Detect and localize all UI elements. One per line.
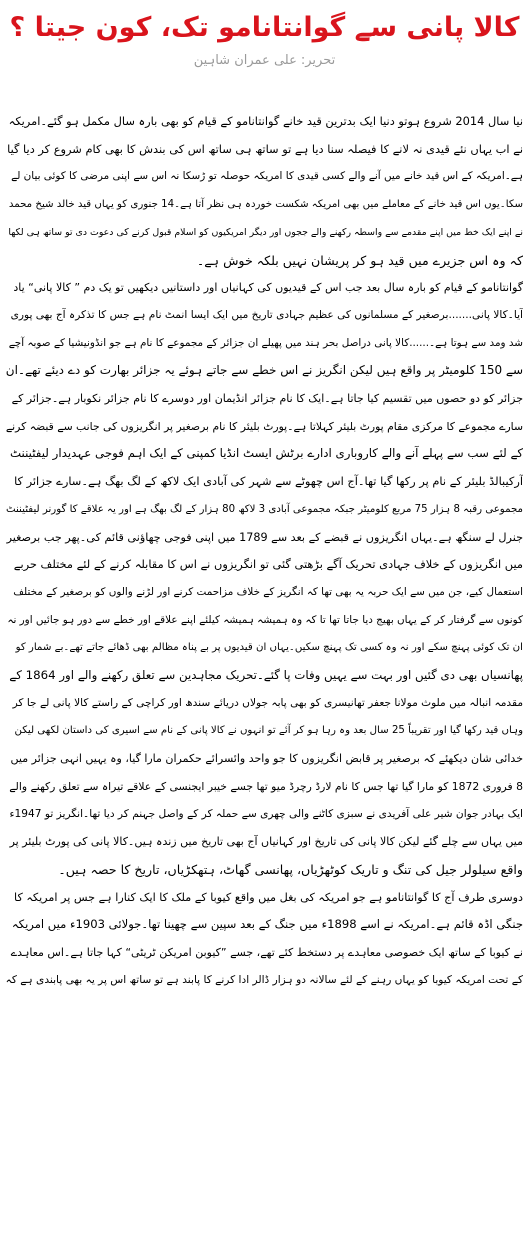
- article-paragraph: [6, 108, 523, 274]
- paragraph-line: دوسری طرف آج کا گوانتانامو ہے جو امریکہ کی بغل میں واقع کیوبا کے ملک کا ایک کنارا ہے جس پر امریکہ کا: [14, 890, 523, 904]
- paragraph-line: جزائر کو دو حصوں میں تقسیم کیا جاتا ہے۔ایک کا نام جزائر انڈیمان اور دوسرے کا نام جزائر نکوبار ہے۔جزائر کے: [11, 392, 523, 406]
- paragraph-line: شد ومد سے ہوتا ہے۔......کالا پانی دراصل بحر ہند میں پھیلے ان جزائر کے مجموعے کا نام ہے جو انڈونیشیا کے صوبہ آچے: [8, 336, 523, 349]
- article-byline: [6, 50, 523, 72]
- paragraph-line: کہ وہ اس جزیرے میں قید ہو کر پریشان نہیں بلکہ خوش ہے۔: [196, 252, 523, 268]
- paragraph-line: گوانتانامو کے قیام کو بارہ سال بعد جب اس کے قیدیوں کی کہانیاں اور داستانیں دیکھیں تو یک دم ” کالا پانی“ یاد: [13, 281, 523, 295]
- paragraph-line: سارے مجموعے کا مرکزی مقام پورٹ بلیئر کہلاتا ہے۔پورٹ بلیئر کا نام برصغیر پر انگریزوں کی جانب سے قبضہ کرنے: [6, 419, 523, 433]
- article-paragraph: [6, 884, 523, 995]
- author-name: علی عمران شاہین: [193, 53, 297, 68]
- paragraph-line: جنگی اڈہ قائم ہے۔امریکہ نے اسے 1898ء میں جنگ کے بعد سپین سے چھینا تھا۔جولائی 1903ء میں امریکہ: [11, 917, 523, 932]
- paragraph-line: استعمال کیے، جن میں سے ایک حربہ یہ بھی تھا کہ انگریز کے خلاف مزاحمت کرنے اور لڑنے والوں کو برصغیر کے مختلف: [13, 585, 523, 598]
- paragraph-line: کے لئے سب سے پہلے آنے والے کاروباری ادارے برٹش ایسٹ انڈیا کمپنی کے ایک اہم فوجی عہدیدار لیفٹیننٹ: [9, 446, 523, 461]
- paragraph-line: نیا سال 2014 شروع ہوتو دنیا ایک بدترین قید خانے گوانتانامو کے قیام کو بھی بارہ سال مکمل ہو گئے۔امریکہ: [8, 114, 523, 128]
- article-title: کالا پانی سے گوانتانامو تک، کون جیتا ؟: [9, 12, 520, 43]
- paragraph-line: نے کیوبا کے ساتھ ایک خصوصی معاہدے پر دستخط کئے تھے، جسے ”کیوبن امریکن ٹریٹی“ کہا جاتا ہے۔اس معاہدے: [10, 946, 523, 960]
- paragraph-line: 8 فروری 1872 کو مارا گیا تھا جس کا نام لارڈ رچرڈ میو تھا جسے خیبر ایجنسی کے علاقے تیراہ سے تعلق رکھنے والے: [9, 779, 523, 793]
- paragraph-line: سے 150 کلومیٹر پر واقع ہیں لیکن انگریز نے اس خطے سے جاتے ہوئے یہ جزائر بھارت کو دے دیئے تھے۔ان: [6, 363, 523, 378]
- byline-label: تحریر:: [300, 53, 336, 68]
- paragraph-line: کونوں سے گرفتار کر کے یہاں بھیج دیا جاتا تھا تا کہ وہ ہمیشہ ہمیشہ کیلئے اپنے علاقے اور خطے سے دور ہو جائیں اور نہ: [7, 613, 523, 626]
- paragraph-line: نے اپنے ایک خط میں اپنے مقدمے سے واسطہ رکھنے والے ججوں اور دیگر امریکیوں کو اسلام قبول کرنے کی دعوت دی تو ساتھ ہی لکھا: [8, 226, 523, 238]
- article-paragraph: [6, 274, 523, 883]
- paragraph-line: نے اب یہاں نئے قیدی نہ لانے کا فیصلہ سنا دیا ہے تو ساتھ ہی ساتھ اس کی بندش کا بھی کام شروع کر دیا گیا: [7, 141, 523, 156]
- paragraph-line: ہے۔امریکہ کے اس قید خانے میں آنے والے کسی قیدی کا امریکہ حوصلہ تو ڑسکا نہ اس سے اپنی مرضی کا کوئی بیان لے: [11, 170, 523, 183]
- paragraph-line: میں انگریزوں کے خلاف جہادی تحریک آگے بڑھتی گئی تو انگریزوں نے اس کا مقابلہ کرنے کے لئے مختلف حربے: [13, 557, 523, 572]
- paragraph-line: وہاں قید رکھا گیا اور تقریباً 25 سال بعد وہ رہا ہو کر آئے تو انہوں نے کالا پانی کے نام سے اسیری کی داستان لکھی لیکن: [14, 725, 523, 737]
- paragraph-line: آیا۔کالا پانی.......برصغیر کے مسلمانوں کی عظیم جہادی تاریخ میں ایک ایسا انمٹ نام ہے جس کا تذکرہ آج بھی پوری: [10, 308, 523, 321]
- paragraph-line: مجموعی رقبہ 8 ہزار 75 مربع کلومیٹر جبکہ مجموعی آبادی 3 لاکھ 80 ہزار کے لگ بھگ ہے اور یہ علاقے کا گورنر لیفٹیننٹ: [6, 503, 523, 515]
- paragraph-line: جنرل لے سنگھ ہے۔یہاں انگریزوں نے قبضے کے بعد سے 1789 میں اپنی فوجی چھاؤنی قائم کی۔پھر جب برصغیر: [6, 530, 523, 544]
- paragraph-line: ایک بہادر جوان شیر علی آفریدی نے سبزی کاٹنے والی چھری سے حملہ کر کے واصل جہنم کر دیا تھا۔انگریز تو 1947ء: [9, 807, 523, 820]
- paragraph-line: آرکیبالڈ بلیئر کے نام پر رکھا گیا تھا۔آج اس چھوٹے سے شہر کی آبادی ایک لاکھ کے لگ بھگ ہے۔سارے جزائر کا: [14, 474, 523, 489]
- paragraph-line: مقدمہ انبالہ میں ملوث مولانا جعفر تھانیسری کو بھی پابہ جولاں دریائے سندھ اور کراچی کے راستے کالا پانی لے جا کر: [12, 696, 523, 709]
- paragraph-line: کے تحت امریکہ کیوبا کو یہاں رہنے کے لئے سالانہ دو ہزار ڈالر ادا کرنے کا پابند ہے تو ساتھ اس پر یہ بھی پابندی ہے کہ: [6, 973, 523, 986]
- paragraph-line: واقع سیلولر جیل کی تنگ و تاریک کوٹھڑیاں، پھانسی گھاٹ، ہتھکڑیاں، تاریخ کا حصہ ہیں۔: [58, 861, 523, 877]
- paragraph-line: سکا۔یوں اس قید خانے کے معاملے میں بھی امریکہ شکست خوردہ ہی نظر آتا ہے۔14 جنوری کو یہاں قید خالد شیخ محمد: [8, 199, 523, 211]
- paragraph-line: ان تک کوئی پہنچ سکے اور نہ وہ کسی تک پہنچ سکیں۔یہاں ان قیدیوں پر بے پناہ مظالم بھی ڈھائے جاتے تھے۔بے شمار کو: [15, 642, 523, 654]
- article-body: [6, 108, 523, 995]
- paragraph-line: خدائی شان دیکھئے کہ برصغیر پر قابض انگریزوں کا جو واحد وائسرائے حکمران مارا گیا، وہ یہیں انہی جزائر میں: [10, 752, 523, 766]
- paragraph-line: پھانسیاں بھی دی گئیں اور بہت سے یہیں وفات پا گئے۔تحریک مجاہدین سے تعلق رکھنے والے اور 1864 کے: [9, 668, 523, 683]
- paragraph-line: میں یہاں سے چلے گئے لیکن کالا پانی کی تاریخ اور کہانیاں آج بھی تاریخ میں زندہ ہیں۔کالا پانی کی پورٹ بلیئر پر: [9, 835, 523, 849]
